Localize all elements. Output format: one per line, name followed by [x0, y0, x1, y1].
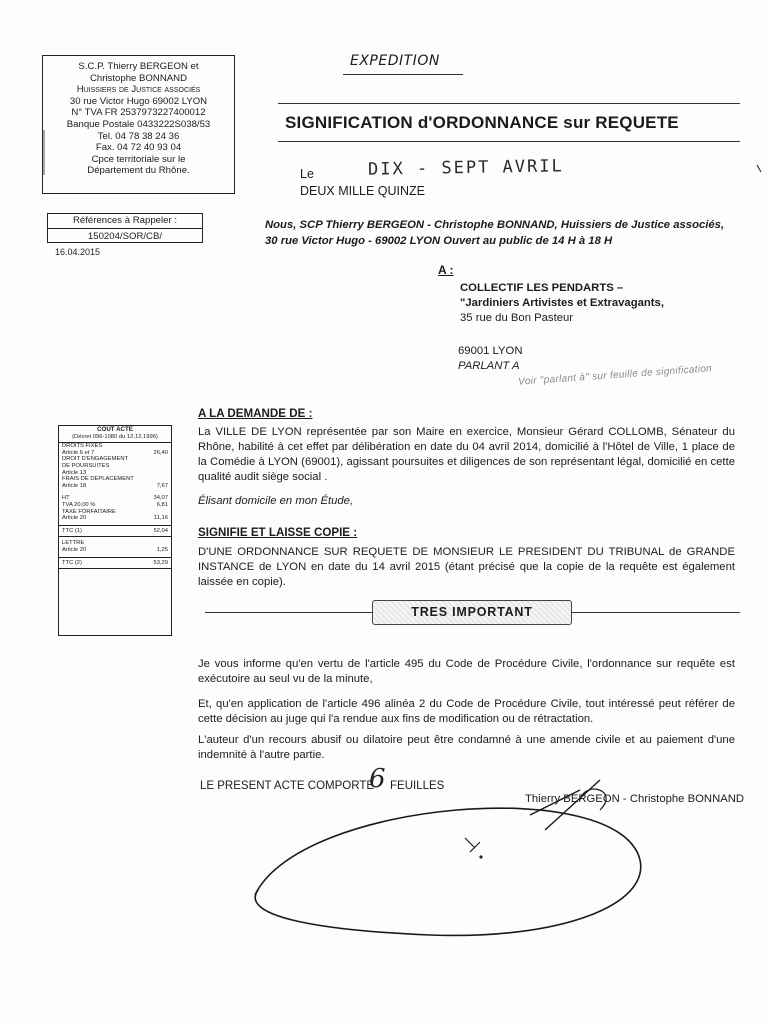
cost-rows [59, 443, 171, 522]
recipient-a-label: A : [438, 263, 454, 277]
signature-dot [479, 855, 482, 858]
signifie-heading: SIGNIFIE ET LAISSE COPIE : [198, 526, 358, 539]
recipient-parlant: PARLANT A [458, 360, 520, 372]
cost-ttc1-value: 52,04 [153, 527, 168, 534]
cost-row-label: Article 13 [62, 469, 87, 476]
cost-row-value: 7,67 [156, 482, 168, 489]
cost-row-label: Article 18 [62, 482, 87, 489]
office-line: Huissiers de Justice associés [76, 84, 201, 96]
signature-loop [255, 808, 641, 935]
cost-row [59, 547, 171, 554]
references-date: 16.04.2015 [55, 247, 101, 257]
cost-row-label: Article 6 et 7 [62, 449, 95, 456]
signature-strokes [530, 780, 600, 830]
cost-row [59, 450, 171, 457]
date-le-label: Le [300, 167, 314, 181]
cost-row [59, 443, 171, 450]
cost-row [59, 476, 171, 483]
cost-row-value: 11,16 [153, 515, 168, 522]
cost-ttc1-row [59, 525, 171, 538]
cost-row-label: TAXE FORFAITAIRE [62, 508, 116, 515]
document-title: SIGNIFICATION d'ORDONNANCE sur REQUETE [285, 113, 679, 132]
office-line: Cpce territoriale sur le [91, 153, 186, 165]
handwritten-sheet-count: 6 [369, 764, 386, 794]
cost-row [59, 483, 171, 490]
paragraph-article-495: Je vous informe qu'en vertu de l'article 495 du Code de Procédure Civile, l'ordonnance sur requête est exécutoire au seul vu de la minute, [198, 658, 735, 685]
title-rule-top [278, 103, 740, 104]
cost-row [59, 540, 171, 547]
cost-row-label: FRAIS DE DEPLACEMENT [62, 476, 134, 483]
cost-row-value: 34,07 [153, 495, 168, 502]
cost-row [59, 463, 171, 470]
cost-row-value: 1,25 [156, 546, 168, 553]
signatories: Thierry BERGEON - Christophe BONNAND [525, 793, 745, 805]
cost-row [59, 470, 171, 477]
office-line: N° TVA FR 2537973227400012 [71, 107, 206, 119]
cost-ttc2-value: 53,29 [153, 559, 168, 566]
demande-text: La VILLE DE LYON représentée par son Maire en exercice, Monsieur Gérard COLLOMB, Sénateur du Rhône, habilité à cet effet par délibération en date du 04 avril 2014, domicilié à l'Hôtel de Ville, 1 place de la Comédie à LYON (69001), agissant poursuites et diligences de son représentant légal, domicilié en cette qualité audit siège social . [198, 426, 735, 483]
recipient-city-block [458, 344, 522, 374]
expedition-label: EXPEDITION [350, 53, 440, 69]
office-line: Christophe BONNAND [89, 72, 188, 84]
recipient-city: 69001 LYON [458, 345, 523, 357]
cost-row [59, 456, 171, 463]
cost-row-label: LETTRE [62, 540, 85, 547]
bailiff-statement: Nous, SCP Thierry BERGEON - Christophe BONNAND, Huissiers de Justice associés, 30 rue Victor Hugo - 69002 LYON Ouvert au public de 14 H à 18 H [265, 219, 725, 247]
cost-table [58, 425, 172, 636]
signifie-text: D'UNE ORDONNANCE SUR REQUETE DE MONSIEUR LE PRESIDENT DU TRIBUNAL de GRANDE INSTANCE de LYON en date du 14 avril 2015 (étant précisé que la copie de la requête est également laissée en copie). [198, 546, 735, 588]
cost-row-label: HT [62, 495, 70, 502]
office-line: Fax. 04 72 40 93 04 [95, 142, 182, 154]
recipient-street: 35 rue du Bon Pasteur [460, 312, 574, 324]
acte-comporte-label: LE PRESENT ACTE COMPORTE [200, 780, 375, 792]
cost-row-label: TVA 20,00 % [62, 501, 96, 508]
voir-stamp: Voir "parlant à" sur feuille de signification [517, 363, 713, 388]
recipient-block [460, 281, 664, 326]
scan-mark [757, 165, 761, 172]
recipient-name-1: COLLECTIF LES PENDARTS – [460, 282, 624, 294]
cost-row-label: Article 20 [62, 515, 87, 522]
recipient-name-2: "Jardiniers Artivistes et Extravagants, [460, 297, 664, 309]
office-address-box [42, 55, 235, 194]
office-line: Département du Rhône. [87, 165, 190, 177]
cost-row [59, 502, 171, 509]
office-line: Tel. 04 78 38 24 36 [97, 130, 180, 142]
cost-ttc2-label: TTC (2) [62, 559, 82, 566]
date-year-text: DEUX MILLE QUINZE [300, 184, 426, 198]
references-label: Références à Rappeler : [48, 214, 202, 229]
references-value: 150204/SOR/CB/ [87, 231, 163, 242]
handwritten-date: DIX - SEPT AVRIL [367, 156, 564, 180]
cost-ttc1-label: TTC (1) [62, 527, 82, 534]
cost-rows-2 [59, 540, 171, 553]
cost-row-label: DROIT D'ENGAGEMENT [62, 456, 129, 463]
cost-row-label: DROITS FIXES [62, 443, 103, 450]
references-box [47, 213, 203, 243]
demande-heading: A LA DEMANDE DE : [198, 407, 313, 420]
paragraph-recours-abusif: L'auteur d'un recours abusif ou dilatoire peut être condamné à une amende civile et au paiement d'une indemnité à l'autre partie. [198, 734, 735, 761]
cost-decree: (Décret 096-1080 du 12.12.1996) [72, 433, 158, 440]
cost-title: COUT ACTE [97, 426, 133, 433]
title-rule-bottom [278, 141, 740, 142]
important-banner: TRES IMPORTANT [372, 600, 572, 625]
paragraph-article-496: Et, qu'en application de l'article 496 alinéa 2 du Code de Procédure Civile, tout intéressé peut référer de cette décision au juge qui l'a rendue aux fins de modification ou de rétractation. [198, 698, 735, 725]
office-line: 30 rue Victor Hugo 69002 LYON [69, 95, 208, 107]
expedition-underline [343, 74, 463, 75]
office-line: Banque Postale 0433222S038/53 [66, 118, 211, 130]
cost-row-label: Article 20 [62, 546, 87, 553]
elisant-text: Élisant domicile en mon Étude, [198, 495, 354, 507]
cost-header [59, 426, 171, 443]
cost-row [59, 509, 171, 516]
feuilles-label: FEUILLES [390, 780, 445, 792]
office-line: S.C.P. Thierry BERGEON et [78, 61, 199, 72]
signature-mark [465, 838, 480, 852]
cost-row-value: 26,40 [153, 449, 168, 456]
cost-row [59, 495, 171, 502]
cost-row-label: DE POURSUITES [62, 462, 110, 469]
cost-row-value: 6,81 [156, 501, 168, 508]
cost-row [59, 515, 171, 522]
cost-ttc2-row [59, 557, 171, 570]
